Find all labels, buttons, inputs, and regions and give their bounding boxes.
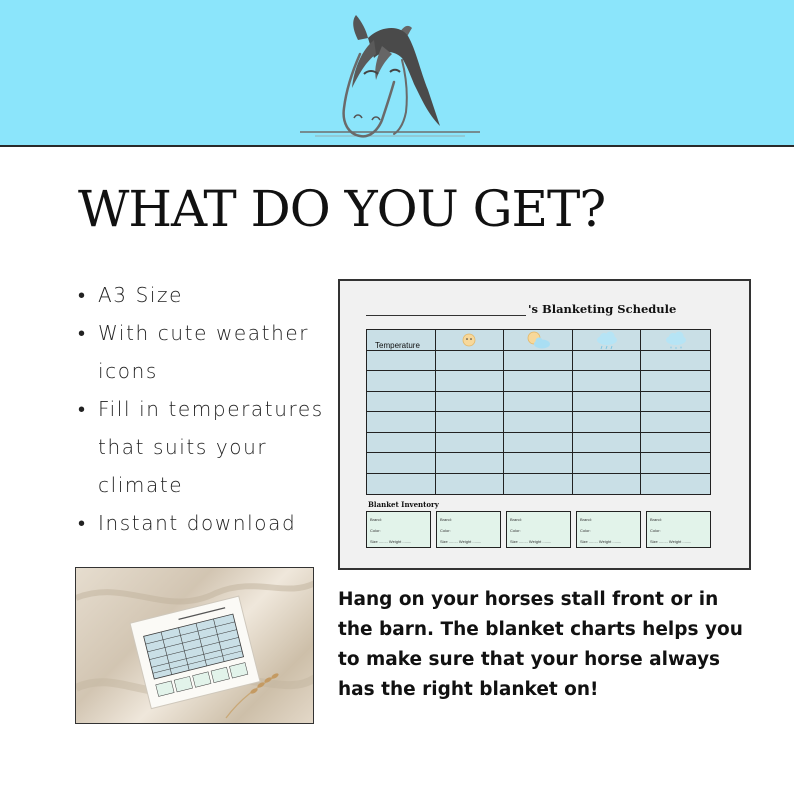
grid-cell: [573, 433, 642, 453]
feature-list: [78, 276, 328, 542]
inventory-brand-field: Brand:: [650, 517, 662, 522]
feature-item-size: • A3 Size: [78, 276, 328, 314]
grid-cell: [573, 474, 642, 494]
grid-cell: [504, 412, 573, 432]
grid-cell: [573, 371, 642, 391]
snow-cloud-icon: [663, 330, 689, 350]
grid-cell: [367, 371, 436, 391]
sun-cloud-icon: [524, 330, 552, 350]
inventory-size-field: Size ........ Weight ........: [510, 539, 552, 544]
inventory-brand-field: Brand:: [510, 517, 522, 522]
header-banner: [0, 0, 794, 147]
grid-cell: [367, 351, 436, 371]
inventory-box: [646, 511, 711, 548]
grid-cell: [436, 371, 505, 391]
grid-cell: [436, 433, 505, 453]
grid-cell: [573, 453, 642, 473]
header-cell-snow-cloud: [641, 330, 710, 351]
grid-cell: [641, 412, 710, 432]
inventory-color-field: Color:: [580, 528, 591, 533]
grid-cell: [641, 474, 710, 494]
grid-cell: [573, 351, 642, 371]
grid-cell: [436, 412, 505, 432]
schedule-grid: [366, 329, 711, 495]
inventory-color-field: Color:: [440, 528, 451, 533]
product-photo: [75, 567, 314, 724]
feature-item-temperatures: • Fill in temperatures that suits your climate: [78, 390, 328, 504]
grid-cell: [436, 351, 505, 371]
inventory-brand-field: Brand:: [370, 517, 382, 522]
inventory-row: [366, 511, 711, 548]
grid-cell: [641, 351, 710, 371]
photo-mockup-illustration: [76, 568, 314, 724]
feature-item-weather-icons: • With cute weather icons: [78, 314, 328, 390]
inventory-box: [506, 511, 571, 548]
inventory-brand-field: Brand:: [580, 517, 592, 522]
grid-cell: [504, 474, 573, 494]
grid-cell: [504, 371, 573, 391]
grid-cell: [504, 392, 573, 412]
grid-cell: [641, 433, 710, 453]
rain-cloud-icon: [594, 330, 620, 350]
grid-cell: [436, 474, 505, 494]
inventory-box: [576, 511, 641, 548]
grid-cell: [573, 412, 642, 432]
schedule-title-text: 's Blanketing Schedule: [528, 302, 677, 316]
feature-item-download: • Instant download: [78, 504, 328, 542]
grid-cell: [367, 412, 436, 432]
grid-cell: [436, 392, 505, 412]
header-cell-sun-cloud: [504, 330, 573, 351]
grid-cell: [367, 453, 436, 473]
grid-cell: [641, 392, 710, 412]
grid-cell: [367, 392, 436, 412]
grid-cell: [367, 433, 436, 453]
product-description: Hang on your horses stall front or in the barn. The blanket charts helps you to make sure that your horse always has the right blanket on!: [338, 589, 743, 700]
inventory-size-field: Size ........ Weight ........: [650, 539, 692, 544]
horse-head-icon: [290, 10, 490, 145]
inventory-size-field: Size ........ Weight ........: [580, 539, 622, 544]
schedule-title: [366, 302, 692, 316]
inventory-brand-field: Brand:: [440, 517, 452, 522]
header-cell-rain-cloud: [573, 330, 642, 351]
page-title: WHAT DO YOU GET?: [78, 180, 606, 238]
grid-cell: [641, 371, 710, 391]
grid-cell: [504, 453, 573, 473]
grid-cell: [504, 351, 573, 371]
inventory-title: Blanket Inventory: [368, 500, 439, 509]
temperature-header: Temperature: [367, 330, 436, 351]
inventory-size-field: Size ........ Weight ........: [370, 539, 412, 544]
inventory-size-field: Size ........ Weight ........: [440, 539, 482, 544]
grid-cell: [504, 433, 573, 453]
header-cell-sun: [436, 330, 505, 351]
grid-cell: [573, 392, 642, 412]
inventory-box: [366, 511, 431, 548]
inventory-color-field: Color:: [510, 528, 521, 533]
grid-cell: [367, 474, 436, 494]
inventory-color-field: Color:: [650, 528, 661, 533]
grid-cell: [436, 453, 505, 473]
inventory-color-field: Color:: [370, 528, 381, 533]
sun-icon: [459, 331, 479, 349]
inventory-box: [436, 511, 501, 548]
name-blank-line: [366, 315, 526, 316]
grid-cell: [641, 453, 710, 473]
